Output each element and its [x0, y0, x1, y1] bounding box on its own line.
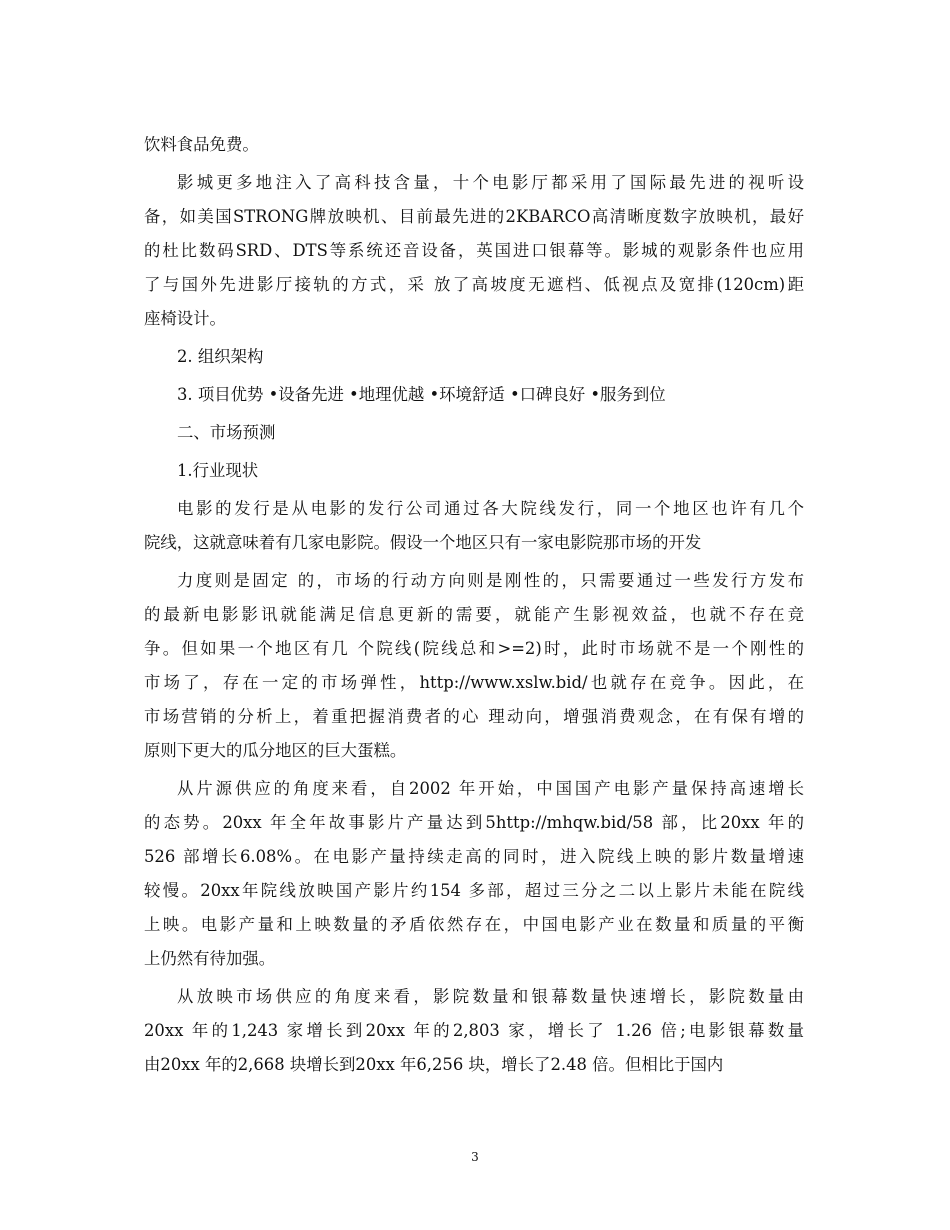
text-line: 了与国外先进影厅接轨的方式，采 放了高坡度无遮档、低视点及宽排(120cm)距 [144, 275, 804, 294]
paragraph-p1 [144, 128, 804, 162]
paragraph-p10 [144, 980, 804, 1082]
text-line: 1.行业现状 [177, 461, 259, 480]
text-line: 二、市场预测 [177, 423, 276, 442]
text-line: 较慢。20xx年院线放映国产影片约154 多部，超过三分之二以上影片未能在院线 [144, 881, 804, 900]
text-line: 从片源供应的角度来看，自2002 年开始，中国国产电影产量保持高速增长 [177, 779, 804, 798]
text-line: 20xx 年的1,243 家增长到20xx 年的2,803 家，增长了 1.26 倍;电影银幕数量 [144, 1021, 804, 1040]
text-line: 饮料食品免费。 [144, 135, 259, 154]
text-line: 市场营销的分析上，着重把握消费者的心 理动向，增强消费观念，在有保有增的 [144, 707, 804, 726]
text-line: 2. 组织架构 [177, 347, 264, 366]
page-number: 3 [471, 1150, 479, 1164]
text-line: 上映。电影产量和上映数量的矛盾依然存在，中国电影产业在数量和质量的平衡 [144, 915, 804, 934]
paragraph-p7 [144, 492, 804, 560]
text-line: 上仍然有待加强。 [144, 949, 276, 968]
text-line: 座椅设计。 [144, 309, 226, 328]
text-line: 备，如美国STRONG牌放映机、目前最先进的2KBARCO高清晰度数字放映机，最好 [144, 207, 804, 226]
text-line: 的最新电影影讯就能满足信息更新的需要，就能产生影视效益，也就不存在竞 [144, 605, 804, 624]
text-line: 3. 项目优势 •设备先进 •地理优越 •环境舒适 •口碑良好 •服务到位 [177, 385, 666, 404]
text-line: 的态势。20xx 年全年故事影片产量达到5http://mhqw.bid/58 部，比20xx 年的 [144, 813, 804, 832]
paragraph-p6 [144, 454, 804, 488]
text-line: 的杜比数码SRD、DTS等系统还音设备，英国进口银幕等。影城的观影条件也应用 [144, 241, 804, 260]
paragraph-p4 [144, 378, 804, 412]
text-line: 影城更多地注入了高科技含量，十个电影厅都采用了国际最先进的视听设 [177, 173, 804, 192]
text-line: 争。但如果一个地区有几 个院线(院线总和>=2)时，此时市场就不是一个刚性的 [144, 639, 804, 658]
text-line: 原则下更大的瓜分地区的巨大蛋糕。 [144, 741, 407, 760]
text-line: 电影的发行是从电影的发行公司通过各大院线发行，同一个地区也许有几个 [177, 499, 804, 518]
text-line: 526 部增长6.08%。在电影产量持续走高的同时，进入院线上映的影片数量增速 [144, 847, 804, 866]
paragraph-p5 [144, 416, 804, 450]
text-line: 从放映市场供应的角度来看，影院数量和银幕数量快速增长，影院数量由 [177, 987, 804, 1006]
text-line: 院线，这就意味着有几家电影院。假设一个地区只有一家电影院那市场的开发 [144, 533, 702, 552]
text-line: 市场了，存在一定的市场弹性，http://www.xslw.bid/也就存在竞争。因此，在 [144, 673, 804, 692]
paragraph-p3 [144, 340, 804, 374]
paragraph-p2 [144, 166, 804, 336]
paragraph-p8 [144, 564, 804, 768]
text-line: 力度则是固定 的，市场的行动方向则是刚性的，只需要通过一些发行方发布 [177, 571, 804, 590]
text-line: 由20xx 年的2,668 块增长到20xx 年6,256 块，增长了2.48 倍。但相比于国内 [144, 1055, 724, 1074]
body-text [144, 128, 804, 1082]
paragraph-p9 [144, 772, 804, 976]
